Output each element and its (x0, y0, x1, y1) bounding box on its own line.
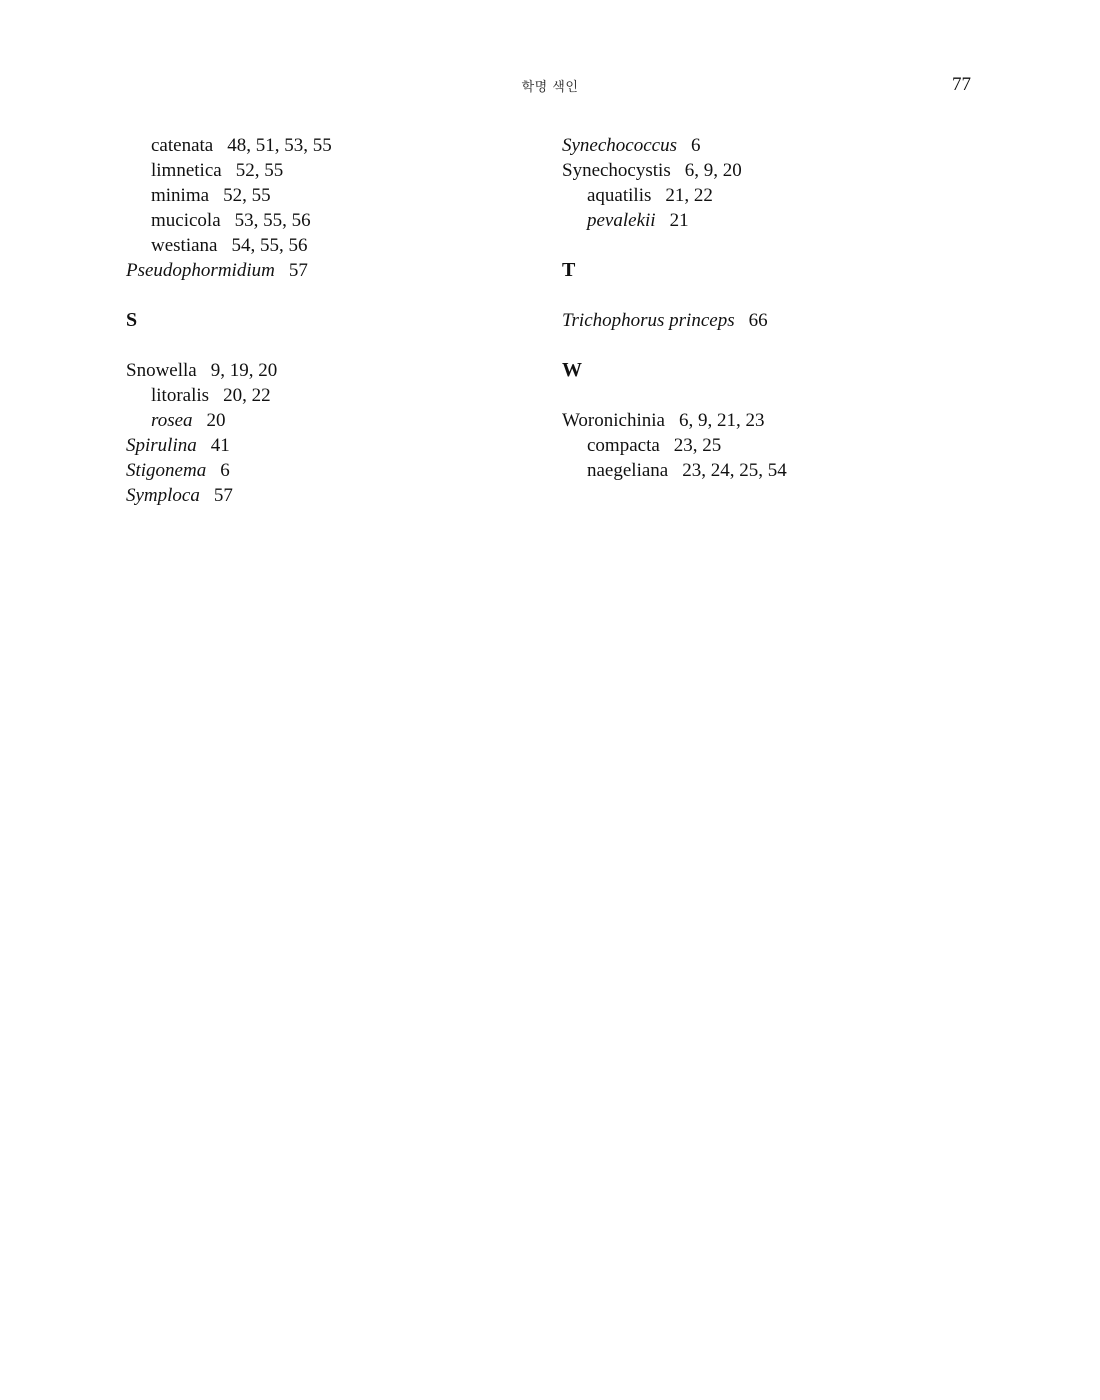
index-page-refs: 54, 55, 56 (231, 235, 308, 256)
index-term: Woronichinia (562, 410, 665, 431)
index-entry (562, 408, 982, 433)
index-page-refs: 21 (669, 210, 689, 231)
index-entry (126, 458, 546, 483)
index-column-right (562, 133, 982, 483)
index-term: naegeliana (587, 460, 669, 481)
index-subentry (126, 383, 546, 408)
index-subentry (126, 183, 546, 208)
index-term: Stigonema (126, 460, 207, 481)
index-letter-heading: S (126, 309, 138, 331)
index-term: mucicola (151, 210, 221, 231)
index-page-refs: 52, 55 (223, 185, 271, 206)
index-entry (126, 483, 546, 508)
index-page-refs: 23, 25 (673, 435, 722, 456)
index-page-refs: 6 (220, 460, 230, 481)
index-subentry (126, 158, 546, 183)
index-term: catenata (151, 135, 214, 156)
index-term: Spirulina (126, 435, 197, 456)
index-term: litoralis (151, 385, 210, 406)
index-term: westiana (151, 235, 218, 256)
index-subentry (126, 133, 546, 158)
index-term: Snowella (126, 360, 197, 381)
index-subentry (126, 208, 546, 233)
index-subentry (562, 208, 982, 233)
index-page-refs: 6, 9, 20 (684, 160, 742, 181)
index-page-refs: 66 (748, 310, 768, 331)
index-page-refs: 57 (213, 485, 233, 506)
index-term: minima (151, 185, 210, 206)
index-page-refs: 53, 55, 56 (234, 210, 311, 231)
index-term: Symploca (126, 485, 200, 506)
index-term: limnetica (151, 160, 222, 181)
index-page-refs: 21, 22 (665, 185, 713, 206)
index-term: Synechococcus (562, 135, 677, 156)
index-term: rosea (151, 410, 193, 431)
index-entry (126, 258, 546, 283)
index-term: Synechocystis (562, 160, 671, 181)
index-term: compacta (587, 435, 660, 456)
index-term: pevalekii (587, 210, 656, 231)
index-entry (562, 308, 982, 333)
index-page-refs: 6, 9, 21, 23 (678, 410, 765, 431)
index-page-refs: 20, 22 (223, 385, 271, 406)
index-subentry (562, 433, 982, 458)
index-entry (126, 358, 546, 383)
index-term: aquatilis (587, 185, 652, 206)
index-letter-heading: W (562, 359, 582, 381)
index-entry (562, 133, 982, 158)
index-subentry (562, 458, 982, 483)
index-term: Pseudophormidium (126, 260, 275, 281)
index-page-refs: 9, 19, 20 (210, 360, 278, 381)
page-number: 77 (952, 74, 971, 95)
index-column-left (126, 133, 546, 508)
index-page-refs: 52, 55 (235, 160, 284, 181)
index-term: Trichophorus princeps (562, 310, 735, 331)
index-page-refs: 20 (206, 410, 226, 431)
running-title: 학명 색인 (521, 80, 579, 95)
index-page-refs: 23, 24, 25, 54 (682, 460, 787, 481)
index-subentry (562, 183, 982, 208)
index-page-refs: 41 (210, 435, 230, 456)
index-page-refs: 48, 51, 53, 55 (227, 135, 332, 156)
index-letter-heading: T (562, 259, 576, 281)
index-subentry (126, 233, 546, 258)
index-entry (562, 158, 982, 183)
index-subentry (126, 408, 546, 433)
index-page-refs: 57 (288, 260, 308, 281)
index-page-refs: 6 (691, 135, 701, 156)
index-entry (126, 433, 546, 458)
